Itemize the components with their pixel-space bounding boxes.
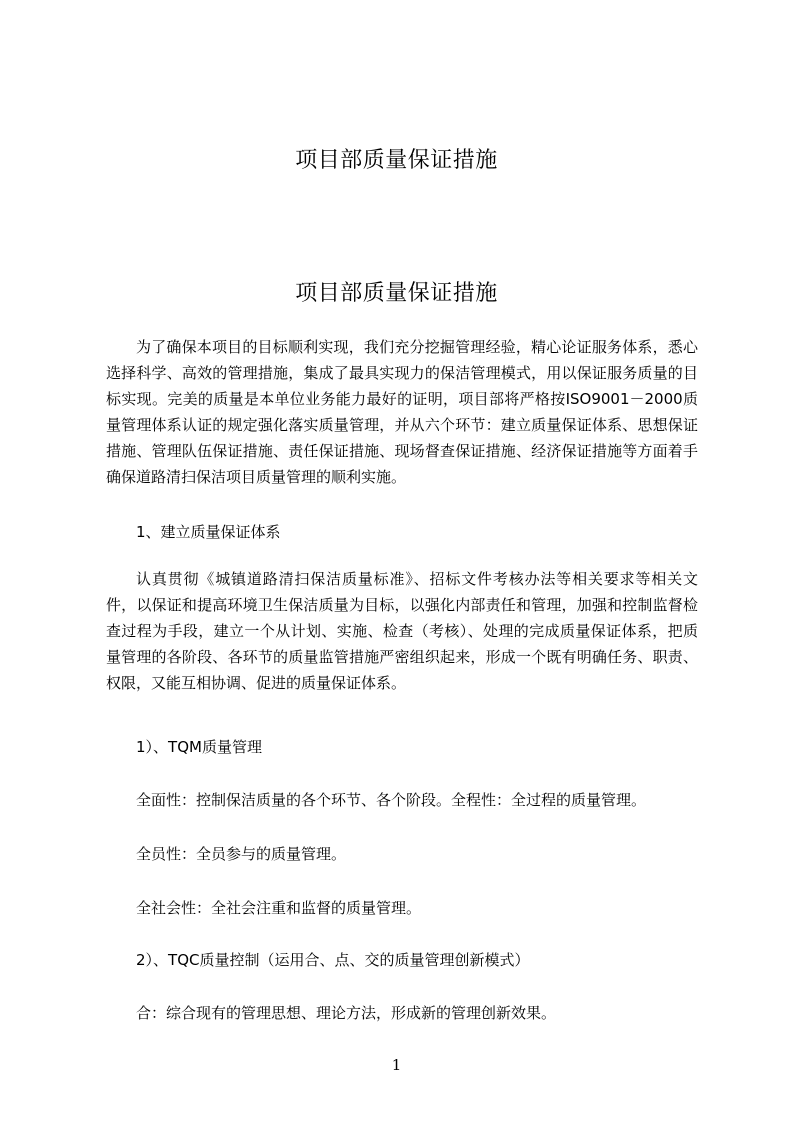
tqc-line-combine: 合：综合现有的管理思想、理论方法，形成新的管理创新效果。 xyxy=(136,1004,557,1022)
section-1-heading: 1、建立质量保证体系 xyxy=(136,523,281,541)
tqm-line-society: 全社会性：全社会注重和监督的质量管理。 xyxy=(136,899,422,917)
main-title: 项目部质量保证措施 xyxy=(295,281,498,306)
tqm-line-all-staff: 全员性：全员参与的质量管理。 xyxy=(136,845,347,863)
header-title: 项目部质量保证措施 xyxy=(295,148,498,173)
section-1-paragraph: 认真贯彻《城镇道路清扫保洁质量标准》、招标文件考核办法等相关要求等相关文件，以保证和提高环境卫生保洁质量为目标，以强化内部责任和管理，加强和控制监督检查过程为手段，建立一个从计划、实施、检查（考核）、处理的完成质量保证体系，把质量管理的各阶段、各环节的质量监管措施严密组织起来，形成一个既有明确任务、职责、权限，又能互相协调、促进的质量保证体系。 xyxy=(106,570,698,692)
subsection-tqc-heading: 2）、TQC质量控制（运用合、点、交的质量管理创新模式） xyxy=(136,951,530,969)
tqm-line-comprehensive: 全面性：控制保洁质量的各个环节、各个阶段。全程性：全过程的质量管理。 xyxy=(136,791,647,809)
subsection-tqm-heading: 1）、TQM质量管理 xyxy=(136,738,262,756)
intro-paragraph: 为了确保本项目的目标顺利实现，我们充分挖掘管理经验，精心论证服务体系，悉心选择科学、高效的管理措施，集成了最具实现力的保洁管理模式，用以保证服务质量的目标实现。完美的质量是本单位业务能力最好的证明，项目部将严格按ISO9001－2000质量管理体系认证的规定强化落实质量管理，并从六个环节：建立质量保证体系、思想保证措施、管理队伍保证措施、责任保证措施、现场督查保证措施、经济保证措施等方面着手确保道路清扫保洁项目质量管理的顺利实施。 xyxy=(106,338,698,486)
page-number: 1 xyxy=(391,1056,402,1074)
